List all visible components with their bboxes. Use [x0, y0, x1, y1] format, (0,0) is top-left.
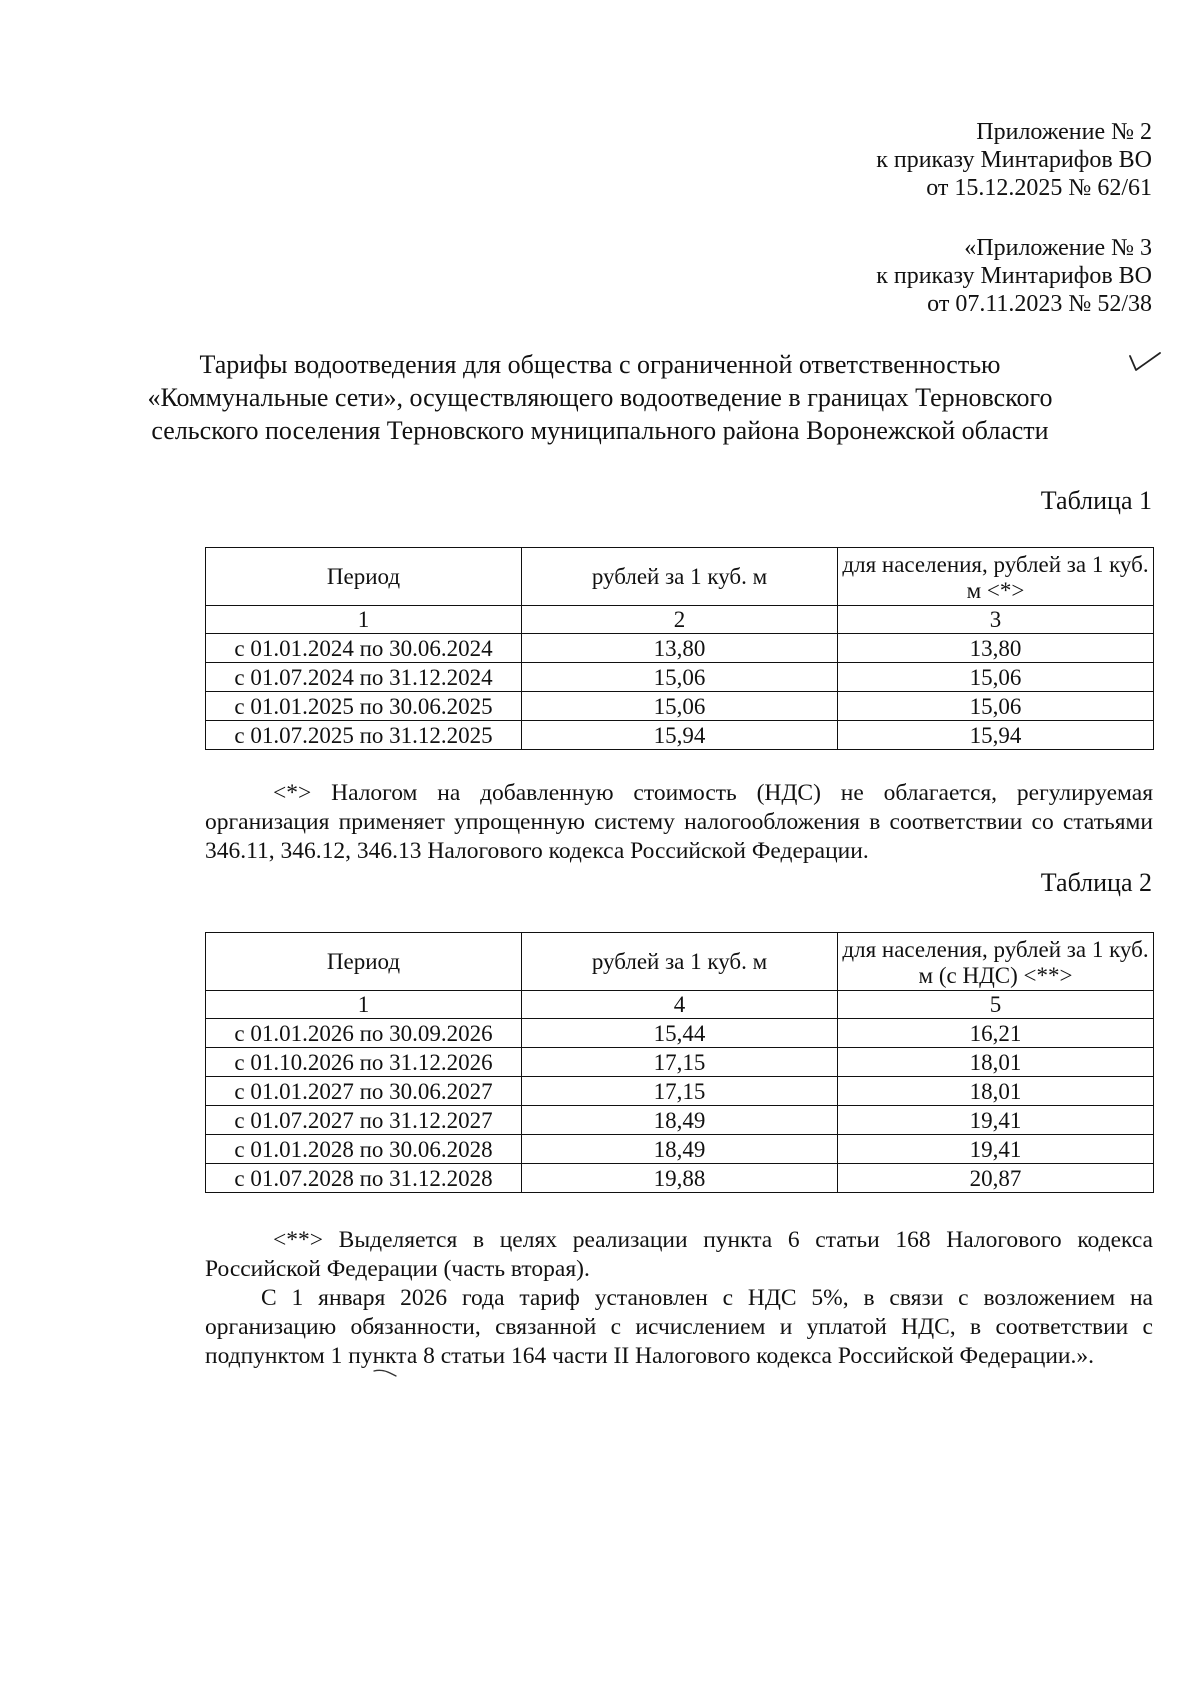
rate-cell: 17,15 — [522, 1077, 838, 1106]
table-row — [206, 1106, 1154, 1135]
period-cell: с 01.01.2028 по 30.06.2028 — [206, 1135, 522, 1164]
period-cell: с 01.07.2027 по 31.12.2027 — [206, 1106, 522, 1135]
period-cell: с 01.07.2028 по 31.12.2028 — [206, 1164, 522, 1193]
rate-cell: 18,49 — [522, 1135, 838, 1164]
period-cell: с 01.01.2024 по 30.06.2024 — [206, 634, 522, 663]
period-cell: с 01.07.2024 по 31.12.2024 — [206, 663, 522, 692]
rate-cell: 18,49 — [522, 1106, 838, 1135]
footnote-vat-exempt: <*> Налогом на добавленную стоимость (НДС) не облагается, регулируемая организация применяет упрощенную систему налогообложения в соответствии со статьями 346.11, 346.12, 346.13 Налогового кодекса Российской Федерации. — [205, 780, 1153, 864]
column-number: 4 — [522, 991, 838, 1019]
header-population-rate: для населения, рублей за 1 куб. м <*> — [838, 548, 1154, 606]
population-rate-cell: 18,01 — [838, 1077, 1154, 1106]
population-rate-cell: 15,94 — [838, 721, 1154, 750]
rate-cell: 19,88 — [522, 1164, 838, 1193]
appendix-line-1: Приложение № 2 — [976, 119, 1152, 145]
period-cell: с 01.01.2025 по 30.06.2025 — [206, 692, 522, 721]
header-population-rate-vat: для населения, рублей за 1 куб. м (с НДС) <**> — [838, 933, 1154, 991]
header-rub-per-m3: рублей за 1 куб. м — [522, 548, 838, 606]
population-rate-cell: 15,06 — [838, 663, 1154, 692]
table-row — [206, 1019, 1154, 1048]
column-number: 5 — [838, 991, 1154, 1019]
table-row — [206, 1077, 1154, 1106]
paragraph-vat-2026: С 1 января 2026 года тариф установлен с НДС 5%, в связи с возложением на организацию обязанности, связанной с исчислением и уплатой НДС, в соответствии с подпунктом 1 пункта 8 статьи 164 части II Налогового кодекса Российской Федерации.». — [205, 1285, 1153, 1369]
handwritten-mark-icon — [372, 1367, 400, 1379]
table-header-row — [206, 933, 1154, 991]
population-rate-cell: 19,41 — [838, 1106, 1154, 1135]
amended-line-2: к приказу Минтарифов ВО — [876, 263, 1152, 289]
rate-cell: 15,44 — [522, 1019, 838, 1048]
header-period: Период — [206, 933, 522, 991]
header-period: Период — [206, 548, 522, 606]
column-number: 1 — [206, 991, 522, 1019]
appendix-line-3: от 15.12.2025 № 62/61 — [926, 175, 1152, 201]
footnote-vat-allocation: <**> Выделяется в целях реализации пункта 6 статьи 168 Налогового кодекса Российской Федерации (часть вторая). — [205, 1227, 1153, 1282]
appendix-line-2: к приказу Минтарифов ВО — [876, 147, 1152, 173]
column-number: 1 — [206, 606, 522, 634]
population-rate-cell: 16,21 — [838, 1019, 1154, 1048]
tariff-table-2 — [205, 932, 1154, 1193]
table-header-row — [206, 548, 1154, 606]
table-2-label: Таблица 2 — [1040, 868, 1152, 897]
tariff-table-1 — [205, 547, 1154, 750]
population-rate-cell: 13,80 — [838, 634, 1154, 663]
population-rate-cell: 19,41 — [838, 1135, 1154, 1164]
column-number-row — [206, 606, 1154, 634]
rate-cell: 15,94 — [522, 721, 838, 750]
handwritten-checkmark-icon — [1128, 350, 1162, 374]
table-row — [206, 1164, 1154, 1193]
rate-cell: 17,15 — [522, 1048, 838, 1077]
table-row — [206, 634, 1154, 663]
column-number: 2 — [522, 606, 838, 634]
population-rate-cell: 20,87 — [838, 1164, 1154, 1193]
population-rate-cell: 18,01 — [838, 1048, 1154, 1077]
rate-cell: 15,06 — [522, 663, 838, 692]
column-number-row — [206, 991, 1154, 1019]
table-row — [206, 663, 1154, 692]
rate-cell: 15,06 — [522, 692, 838, 721]
table-row — [206, 692, 1154, 721]
header-rub-per-m3: рублей за 1 куб. м — [522, 933, 838, 991]
period-cell: с 01.07.2025 по 31.12.2025 — [206, 721, 522, 750]
period-cell: с 01.01.2027 по 30.06.2027 — [206, 1077, 522, 1106]
period-cell: с 01.01.2026 по 30.09.2026 — [206, 1019, 522, 1048]
population-rate-cell: 15,06 — [838, 692, 1154, 721]
table-row — [206, 1048, 1154, 1077]
period-cell: с 01.10.2026 по 31.12.2026 — [206, 1048, 522, 1077]
table-row — [206, 721, 1154, 750]
column-number: 3 — [838, 606, 1154, 634]
amended-line-3: от 07.11.2023 № 52/38 — [927, 291, 1152, 317]
amended-appendix-header — [876, 234, 1152, 318]
table-1-label: Таблица 1 — [1040, 486, 1152, 515]
table-row — [206, 1135, 1154, 1164]
rate-cell: 13,80 — [522, 634, 838, 663]
document-title: Тарифы водоотведения для общества с ограниченной ответственностью «Коммунальные сети», осуществляющего водоотведение в границах Терновского сельского поселения Терновского муниципального района Воронежской области — [147, 350, 1053, 445]
appendix-header — [876, 118, 1152, 202]
amended-line-1: «Приложение № 3 — [964, 235, 1152, 261]
